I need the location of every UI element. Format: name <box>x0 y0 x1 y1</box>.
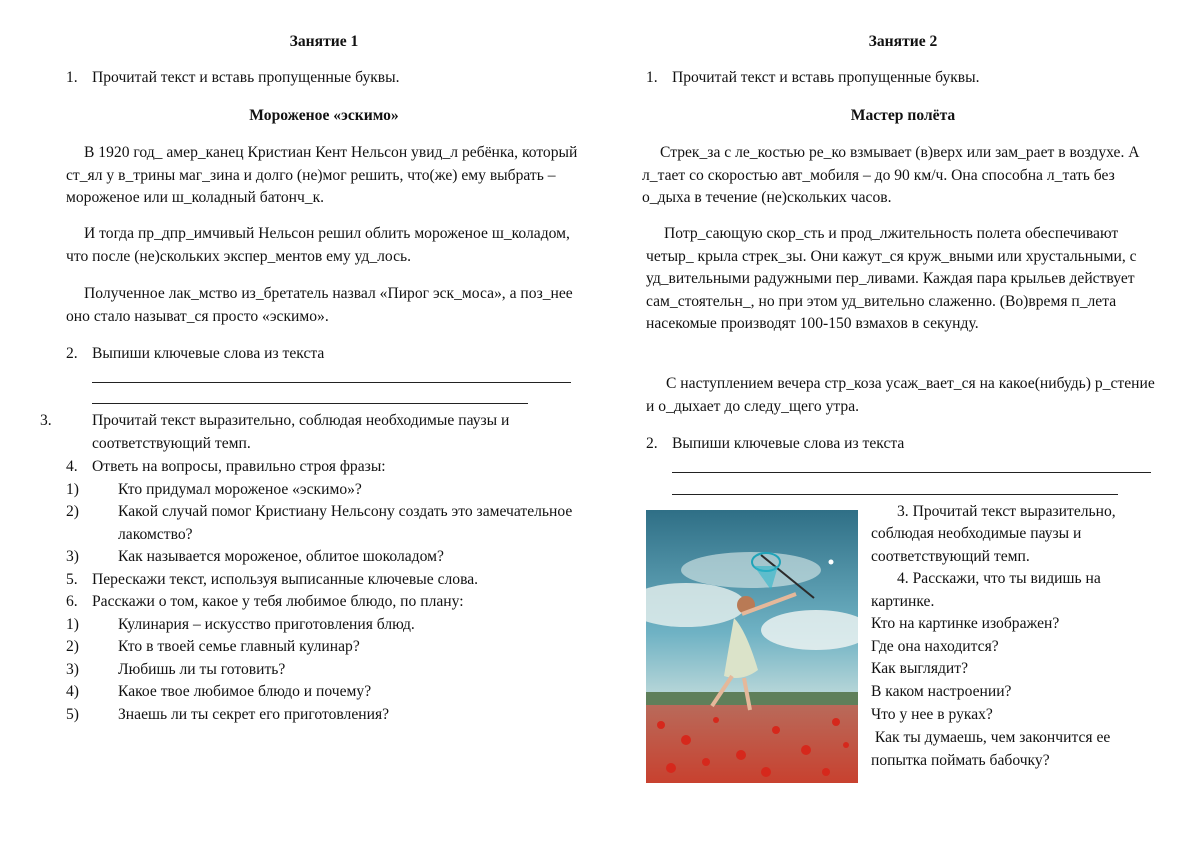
task-2 <box>646 433 1160 456</box>
lesson-1-title: Занятие 1 <box>289 33 359 50</box>
picture-question: Где она находится? <box>871 638 999 655</box>
task-3 <box>40 410 582 455</box>
question-item <box>66 501 582 546</box>
plan-text: Кто в твоей семье главный кулинар? <box>118 638 360 655</box>
task-2-text: Выпиши ключевые слова из текста <box>92 345 325 362</box>
picture-question: В каком настроении? <box>871 683 1012 700</box>
question-number: 1) <box>66 481 79 498</box>
story-paragraph-3: С наступлением вечера стр_коза усаж_вает_ся на какое(нибудь) р_стение и о_дыхает до следу_щего утра. <box>646 375 1155 415</box>
task-4 <box>66 456 582 479</box>
question-item <box>66 479 582 502</box>
task-2-text: Выпиши ключевые слова из текста <box>672 435 905 452</box>
answer-line <box>92 382 571 383</box>
picture-question: Как выглядит? <box>871 660 969 677</box>
task-3-line: 3. Прочитай текст выразительно, <box>897 503 1116 520</box>
story-title: Мороженое «эскимо» <box>249 107 399 124</box>
story-paragraph-1: Стрек_за с ле_костью ре_ко взмывает (в)верх или зам_рает в воздухе. А л_тает со скоростью авт_мобиля – до 90 км/ч. Она способна л_тать без о_дыха в течение (не)скольких часов. <box>642 144 1140 207</box>
story-paragraph-2: И тогда пр_дпр_имчивый Нельсон решил облить мороженое ш_коладом, что после (не)скольких экспер_ментов ему уд_лось. <box>66 225 570 265</box>
question-number: 2) <box>66 503 79 520</box>
story-paragraph-2: Потр_сающую скор_сть и прод_лжительность полета обеспечивают четыр_ крыла стрек_зы. Они кажут_ся круж_вными или хрустальными, с уд_вительными радужными пер_ливами. Каждая пара крыльев действует сам_стоятельн_, но при этом уд_вительно слаженно. (Во)время п_лета насекомые производят 100-150 взмахов в секунду. <box>646 225 1137 333</box>
question-text: Какой случай помог Кристиану Нельсону создать это замечательное лакомство? <box>118 503 573 543</box>
task-6 <box>66 591 582 614</box>
plan-item <box>66 659 582 682</box>
task-3-text: Прочитай текст выразительно, соблюдая необходимые паузы и соответствующий темп. <box>92 412 510 452</box>
question-item <box>66 546 582 569</box>
task-3 <box>871 501 1160 524</box>
picture-question: Что у нее в руках? <box>871 706 993 723</box>
plan-text: Кулинария – искусство приготовления блюд. <box>118 616 415 633</box>
plan-number: 3) <box>66 661 79 678</box>
plan-number: 2) <box>66 638 79 655</box>
picture-question: Кто на картинке изображен? <box>871 615 1060 632</box>
plan-number: 4) <box>66 683 79 700</box>
girl-with-net-picture <box>646 510 858 783</box>
task-2-number: 2. <box>66 345 78 362</box>
plan-item <box>66 681 582 704</box>
question-number: 3) <box>66 548 79 565</box>
answer-line <box>92 403 528 404</box>
task-3-line: соблюдая необходимые паузы и <box>871 525 1082 542</box>
butterfly <box>829 560 834 565</box>
plan-item <box>66 636 582 659</box>
plan-number: 5) <box>66 706 79 723</box>
task-4-number: 4. <box>66 458 78 475</box>
task-5 <box>66 569 582 592</box>
plan-item <box>66 704 582 727</box>
task-4-text: Ответь на вопросы, правильно строя фразы: <box>92 458 386 475</box>
treeline <box>646 692 858 706</box>
plan-text: Любишь ли ты готовить? <box>118 661 286 678</box>
task-2-number: 2. <box>646 435 658 452</box>
question-text: Кто придумал мороженое «эскимо»? <box>118 481 362 498</box>
plan-number: 1) <box>66 616 79 633</box>
story-title: Мастер полёта <box>850 107 956 124</box>
task-3-number: 3. <box>40 412 52 429</box>
answer-line <box>672 472 1151 473</box>
task-1-text: Прочитай текст и вставь пропущенные буквы. <box>672 69 980 86</box>
task-6-number: 6. <box>66 593 78 610</box>
picture-question: Как ты думаешь, чем закончится ее попытка поймать бабочку? <box>871 729 1115 769</box>
lesson-2-title: Занятие 2 <box>868 33 938 50</box>
task-4-line: картинке. <box>871 593 935 610</box>
task-2 <box>66 343 582 366</box>
plan-text: Какое твое любимое блюдо и почему? <box>118 683 372 700</box>
cloud <box>681 552 821 588</box>
task-1-text: Прочитай текст и вставь пропущенные буквы. <box>92 69 400 86</box>
girl-with-net-illustration <box>646 510 858 783</box>
task-4-line: 4. Расскажи, что ты видишь на <box>897 570 1101 587</box>
story-paragraph-1: В 1920 год_ амер_канец Кристиан Кент Нельсон увид_л ребёнка, который ст_ял у в_трины маг_зина и долго (не)мог решить, что(же) ему выбрать – мороженое или ш_коладный батонч_к. <box>66 144 578 207</box>
plan-text: Знаешь ли ты секрет его приготовления? <box>118 706 390 723</box>
task-1-number: 1. <box>646 69 658 86</box>
question-text: Как называется мороженое, облитое шоколадом? <box>118 548 444 565</box>
task-1 <box>646 67 1160 90</box>
task-3-line: соответствующий темп. <box>871 548 1030 565</box>
task-5-text: Перескажи текст, используя выписанные ключевые слова. <box>92 571 479 588</box>
story-paragraph-3: Полученное лак_мство из_бретатель назвал «Пирог эск_моса», а поз_нее оно стало называт_ся просто «эскимо». <box>66 285 573 325</box>
task-6-text: Расскажи о том, какое у тебя любимое блюдо, по плану: <box>92 593 464 610</box>
task-1-number: 1. <box>66 69 78 86</box>
task-1 <box>66 67 582 90</box>
plan-item <box>66 614 582 637</box>
answer-line <box>672 494 1118 495</box>
task-5-number: 5. <box>66 571 78 588</box>
